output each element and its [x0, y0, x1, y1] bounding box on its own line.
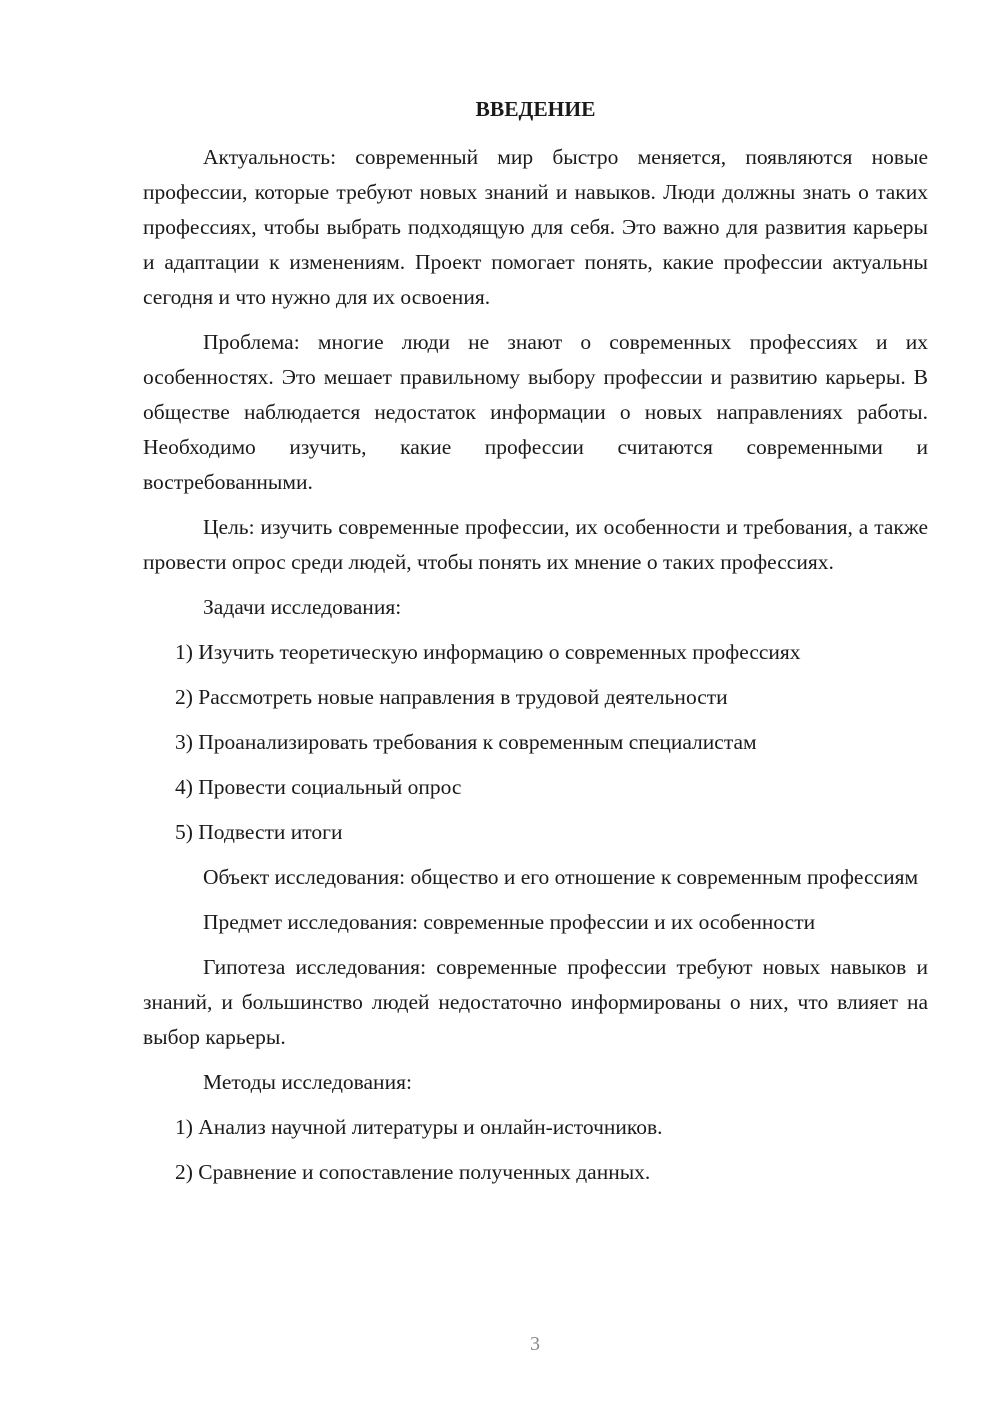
page-number: 3	[530, 1333, 540, 1355]
task-item: 1) Изучить теоретическую информацию о современных профессиях	[175, 640, 801, 664]
object-paragraph: Объект исследования: общество и его отношение к современным профессиям	[203, 865, 919, 889]
goal-paragraph: Цель: изучить современные профессии, их особенности и требования, а также провести опрос среди людей, чтобы понять их мнение о таких профессиях.	[143, 515, 928, 574]
task-item: 3) Проанализировать требования к современным специалистам	[175, 730, 757, 754]
task-item: 4) Провести социальный опрос	[175, 775, 462, 799]
method-item: 1) Анализ научной литературы и онлайн-источников.	[175, 1115, 663, 1139]
subject-paragraph: Предмет исследования: современные профессии и их особенности	[203, 910, 816, 934]
problem-paragraph: Проблема: многие люди не знают о современных профессиях и их особенностях. Это мешает правильному выбору профессии и развитию карьеры. В обществе наблюдается недостаток информации о новых направлениях работы. Необходимо изучить, какие профессии считаются современными и востребованными.	[143, 330, 928, 494]
tasks-label: Задачи исследования:	[203, 595, 402, 619]
method-item: 2) Сравнение и сопоставление полученных данных.	[175, 1160, 651, 1184]
document-page	[143, 92, 928, 1200]
task-item: 5) Подвести итоги	[175, 820, 343, 844]
methods-list	[143, 1110, 928, 1190]
methods-label: Методы исследования:	[203, 1070, 412, 1094]
task-item: 2) Рассмотреть новые направления в трудовой деятельности	[175, 685, 728, 709]
tasks-list	[143, 635, 928, 850]
hypothesis-paragraph: Гипотеза исследования: современные профессии требуют новых навыков и знаний, и большинство людей недостаточно информированы о них, что влияет на выбор карьеры.	[143, 955, 928, 1049]
page-title: ВВЕДЕНИЕ	[475, 97, 596, 121]
relevance-paragraph: Актуальность: современный мир быстро меняется, появляются новые профессии, которые требуют новых знаний и навыков. Люди должны знать о таких профессиях, чтобы выбрать подходящую для себя. Это важно для развития карьеры и адаптации к изменениям. Проект помогает понять, какие профессии актуальны сегодня и что нужно для их освоения.	[143, 145, 928, 309]
